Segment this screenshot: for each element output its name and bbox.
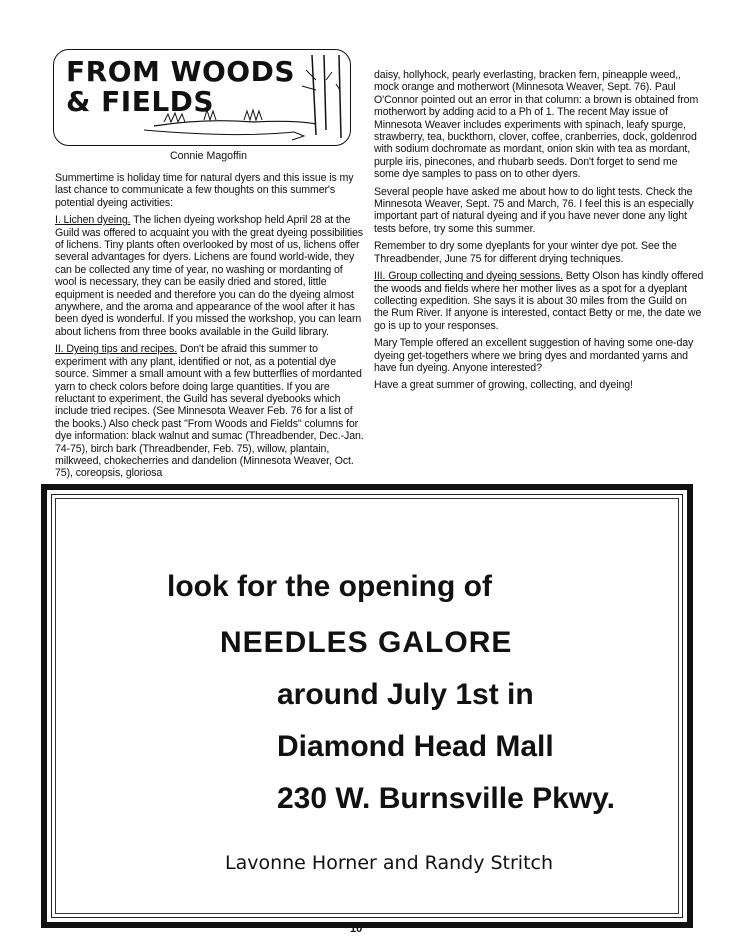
paragraph (374, 186, 704, 236)
paragraph (55, 343, 365, 479)
paragraph (55, 172, 365, 209)
section-heading: I. Lichen dyeing. (55, 214, 131, 227)
ad-line-1: look for the opening of (167, 570, 492, 603)
ad-store-name: NEEDLES GALORE (220, 626, 513, 659)
advertisement-box (41, 484, 693, 928)
ad-line-4: Diamond Head Mall (277, 730, 554, 763)
left-column (55, 172, 365, 485)
right-column (374, 69, 704, 397)
paragraph-text: The lichen dyeing workshop held April 28 at the Guild was offered to acquaint you with the great dyeing possibilities of lichens. Tiny plants often overlooked by most of us, lichens offer several advantages for dyers. Lichens are found world-wide, they can be collected any time of year, no washing or mordanting of wool is necessary, they can be easily dried and stored, little equipment is needed and therefore you can do the dyeing almost anywhere, and the aroma and appearance of the wool after it has been dyed is wonderful. If you missed the workshop, you can learn about lichens from three books available in the Guild library. (55, 214, 363, 338)
column-banner (53, 49, 351, 146)
paragraph-text: Have a great summer of growing, collecting, and dyeing! (374, 379, 633, 392)
section-heading: II. Dyeing tips and recipes. (55, 343, 178, 356)
paragraph-text: Summertime is holiday time for natural dyers and this issue is my last chance to communicate a few thoughts on this summer's potential dyeing activities: (55, 172, 354, 209)
paragraph (374, 337, 704, 374)
paragraph-text: Don't be afraid this summer to experiment with any plant, identified or not, as a potential dye source. Simmer a small amount with a few butterflies of mordanted yarn to check colors before doing large quantities. If you are reluctant to experiment, the Guild has several dyebooks which include tried recipes. (See Minnesota Weaver Feb. 76 for a list of the books.) Also check past "From Woods and Fields" columns for dye information: black walnut and sumac (Threadbender, Dec.-Jan. 74-75), birch bark (Threadbender, Feb. 75), willow, plantain, milkweed, chokecherries and dandelion (Minnesota Weaver, Oct. 75), coreopsis, gloriosa (55, 343, 364, 480)
paragraph-text: Remember to dry some dyeplants for your winter dye pot. See the Threadbender, June 75 for different drying techniques. (374, 240, 677, 265)
paragraph (374, 379, 704, 391)
paragraph-text: Mary Temple offered an excellent suggestion of having some one-day dyeing get-togethers where we bring dyes and mordanted yarns and have fun dyeing. Anyone interested? (374, 337, 694, 374)
paragraph (374, 69, 704, 181)
trees-illustration-icon (54, 50, 350, 145)
ad-address: 230 W. Burnsville Pkwy. (277, 782, 615, 815)
paragraph (374, 240, 704, 265)
section-heading: III. Group collecting and dyeing sessions. (374, 270, 563, 283)
ad-owners: Lavonne Horner and Randy Stritch (225, 852, 554, 874)
page-number: 10 (350, 923, 363, 935)
ad-line-3: around July 1st in (277, 678, 534, 711)
banner-title-line2: & FIELDS (66, 85, 215, 118)
paragraph-text: Several people have asked me about how to do light tests. Check the Minnesota Weaver, Sept. 75 and March, 76. I feel this is an especially important part of natural dyeing and if you have never done any light tests before, try some this summer. (374, 185, 694, 235)
banner-title-line1: FROM WOODS (66, 55, 295, 88)
paragraph-text: daisy, hollyhock, pearly everlasting, bracken fern, pineapple weed,, mock orange and motherwort (Minnesota Weaver, Sept. 76). Paul O'Connor pointed out an error in that column: a brown is obtained from motherwort by adding acid to a Ph of 1. The recent May issue of Minnesota Weaver includes experiments with spinach, leafy spurge, strawberry, tea, buckthorn, clover, coffee, cranberries, dock, goldenrod with sodium dochromate as mordant, onion skin with tea as mordant, purple iris, pinecones, and rhubarb seeds. Don't forget to send me some dye samples to pass on to other dyers. (374, 69, 699, 181)
paragraph-text: Betty Olson has kindly offered the woods and fields where her mother lives as a spot for a dyeplant collecting expedition. She says it is about 30 miles from the Guild on the Rum River. If anyone is interested, contact Betty or me, the date we go is up to your responses. (374, 270, 704, 332)
paragraph (55, 214, 365, 338)
paragraph (374, 270, 704, 332)
byline: Connie Magoffin (170, 150, 247, 162)
